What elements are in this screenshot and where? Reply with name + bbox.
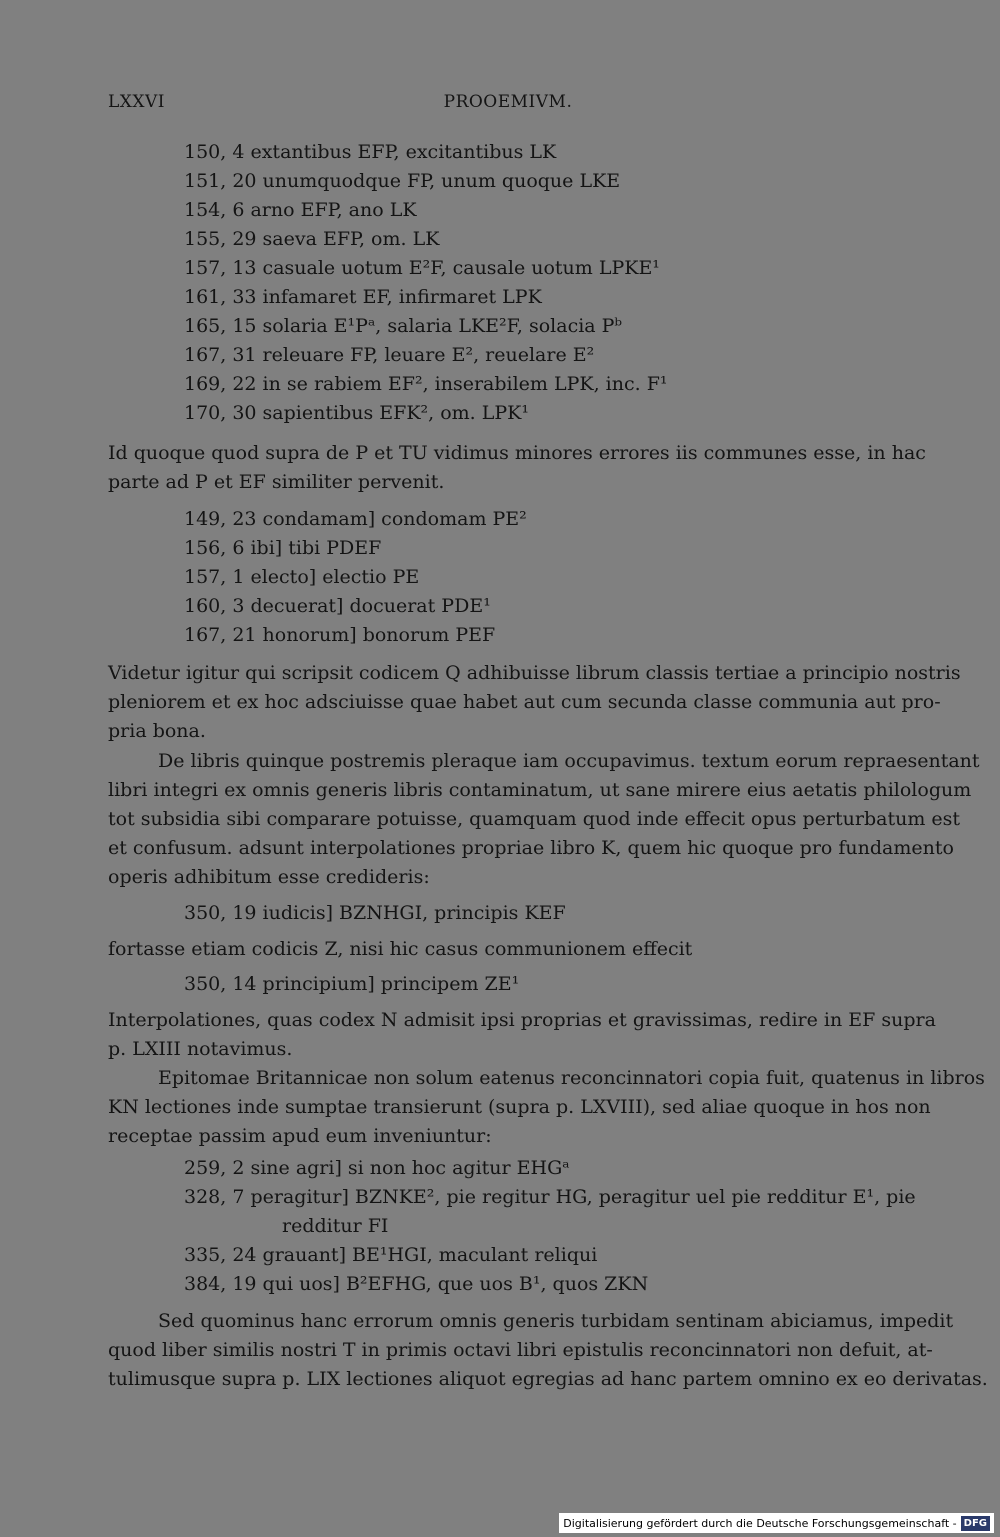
- variant-line: 155, 29 saeva EFP, om. LK: [184, 228, 440, 250]
- variant-line: 384, 19 qui uos] B²EFHG, que uos B¹, quos ZKN: [184, 1273, 649, 1295]
- paragraph-line: Interpolationes, quas codex N admisit ipsi proprias et gravissimas, redire in EF supra: [108, 1009, 936, 1031]
- variant-line: 170, 30 sapientibus EFK², om. LPK¹: [184, 402, 529, 424]
- variant-line: 165, 15 solaria E¹Pᵃ, salaria LKE²F, solacia Pᵇ: [184, 315, 623, 337]
- variant-line: 259, 2 sine agri] si non hoc agitur EHGᵃ: [184, 1157, 570, 1179]
- variant-line: 150, 4 extantibus EFP, excitantibus LK: [184, 141, 557, 163]
- paragraph-line: quod liber similis nostri T in primis octavi libri epistulis reconcinnatori non defuit, at-: [108, 1339, 933, 1361]
- variant-line: 154, 6 arno EFP, ano LK: [184, 199, 417, 221]
- variant-line: 350, 19 iudicis] BZNHGI, principis KEF: [184, 902, 566, 924]
- paragraph-line: fortasse etiam codicis Z, nisi hic casus communionem effecit: [108, 938, 693, 960]
- variant-line: 161, 33 infamaret EF, infirmaret LPK: [184, 286, 542, 308]
- variant-line: 149, 23 condamam] condomam PE²: [184, 508, 527, 530]
- variant-line: 156, 6 ibi] tibi PDEF: [184, 537, 382, 559]
- variant-line: 157, 1 electo] electio PE: [184, 566, 420, 588]
- variant-line: 157, 13 casuale uotum E²F, causale uotum LPKE¹: [184, 257, 660, 279]
- funding-footer: [559, 1513, 994, 1533]
- paragraph-line: Epitomae Britannicae non solum eatenus reconcinnatori copia fuit, quatenus in libros: [158, 1067, 985, 1089]
- variant-line: 350, 14 principium] principem ZE¹: [184, 973, 520, 995]
- footer-text: Digitalisierung gefördert durch die Deutsche Forschungsgemeinschaft -: [563, 1516, 957, 1530]
- variant-line: 167, 31 releuare FP, leuare E², reuelare E²: [184, 344, 595, 366]
- paragraph-line: et confusum. adsunt interpolationes propriae libro K, quem hic quoque pro fundamento: [108, 837, 954, 859]
- running-header: [108, 92, 908, 116]
- variant-line-continuation: redditur FI: [282, 1215, 389, 1237]
- paragraph-line: KN lectiones inde sumptae transierunt (supra p. LXVIII), sed aliae quoque in hos non: [108, 1096, 931, 1118]
- paragraph-line: pleniorem et ex hoc adsciuisse quae habet aut cum secunda classe communia aut pro-: [108, 691, 941, 713]
- paragraph-line: receptae passim apud eum inveniuntur:: [108, 1125, 492, 1147]
- variant-line: 167, 21 honorum] bonorum PEF: [184, 624, 496, 646]
- page-number: LXXVI: [108, 92, 165, 112]
- paragraph-line: Id quoque quod supra de P et TU vidimus minores errores iis communes esse, in hac: [108, 442, 926, 464]
- dfg-logo: DFG: [961, 1516, 990, 1531]
- paragraph-line: tulimusque supra p. LIX lectiones aliquot egregias ad hanc partem omnino ex eo derivatas.: [108, 1368, 988, 1390]
- paragraph-line: Videtur igitur qui scripsit codicem Q adhibuisse librum classis tertiae a principio nostris: [108, 662, 961, 684]
- variant-line: 169, 22 in se rabiem EF², inserabilem LPK, inc. F¹: [184, 373, 668, 395]
- variant-line: 328, 7 peragitur] BZNKE², pie regitur HG, peragitur uel pie redditur E¹, pie: [184, 1186, 916, 1208]
- variant-line: 160, 3 decuerat] docuerat PDE¹: [184, 595, 491, 617]
- paragraph-line: p. LXIII notavimus.: [108, 1038, 293, 1060]
- paragraph-line: De libris quinque postremis pleraque iam occupavimus. textum eorum repraesentant: [158, 750, 980, 772]
- paragraph-line: Sed quominus hanc errorum omnis generis turbidam sentinam abiciamus, impedit: [158, 1310, 954, 1332]
- paragraph-line: parte ad P et EF similiter pervenit.: [108, 471, 445, 493]
- variant-line: 335, 24 grauant] BE¹HGI, maculant reliqui: [184, 1244, 598, 1266]
- paragraph-line: operis adhibitum esse credideris:: [108, 866, 430, 888]
- variant-line: 151, 20 unumquodque FP, unum quoque LKE: [184, 170, 621, 192]
- paragraph-line: libri integri ex omnis generis libris contaminatum, ut sane mirere eius aetatis philologum: [108, 779, 972, 801]
- paragraph-line: pria bona.: [108, 720, 206, 742]
- running-title: PROOEMIVM.: [443, 92, 573, 112]
- paragraph-line: tot subsidia sibi comparare potuisse, quamquam quod inde effecit opus perturbatum est: [108, 808, 961, 830]
